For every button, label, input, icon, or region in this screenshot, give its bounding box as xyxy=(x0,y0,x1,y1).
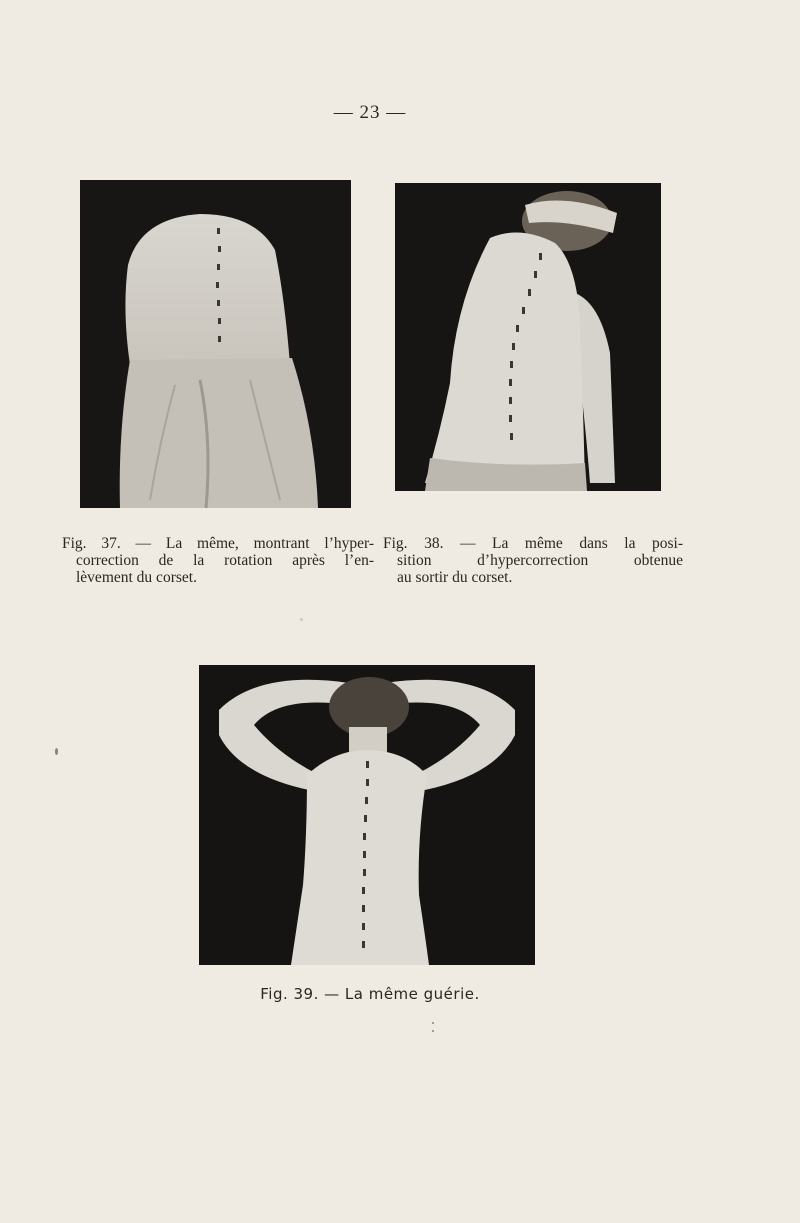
paper-speck xyxy=(432,1030,434,1032)
paper-speck xyxy=(300,618,303,621)
paper-speck xyxy=(55,748,58,755)
figure-38-photo xyxy=(395,183,661,491)
caption-line: sition d’hypercorrection obtenue xyxy=(397,552,683,569)
caption-line: au sortir du corset. xyxy=(397,569,513,586)
page-number: — 23 — xyxy=(333,102,407,123)
figure-37-photo xyxy=(80,180,351,508)
caption-line: lèvement du corset. xyxy=(76,569,197,586)
caption-line: correction de la rotation après l’en- xyxy=(76,552,374,569)
figure-38-caption xyxy=(383,535,683,586)
figure-39-image xyxy=(199,665,535,965)
figure-37-image xyxy=(80,180,351,508)
figure-39-caption: Fig. 39. — La même guérie. xyxy=(260,985,480,1003)
caption-line: Fig. 38. — La même dans la posi- xyxy=(383,535,683,552)
figure-37-caption xyxy=(62,535,374,586)
caption-line: Fig. 37. — La même, montrant l’hyper- xyxy=(62,535,374,552)
figure-39-photo xyxy=(199,665,535,965)
paper-speck xyxy=(432,1022,434,1024)
figure-38-image xyxy=(395,183,661,491)
